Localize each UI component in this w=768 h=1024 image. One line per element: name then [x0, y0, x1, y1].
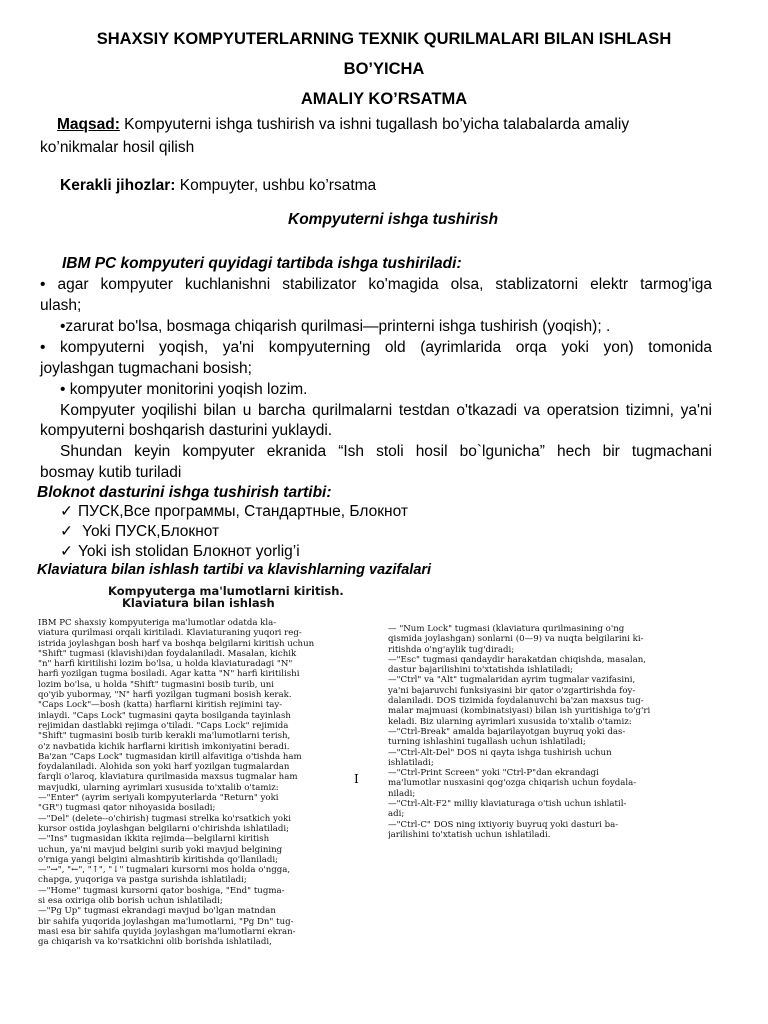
scan-right-line: dastur bajarilishini to'xtatishda ishlatiladi;	[388, 665, 574, 676]
scan-right-line: —"Ctrl" va "Alt" tugmalaridan ayrim tugmalar vazifasini,	[388, 675, 636, 686]
scan-left-line: —"Ins" tugmasidan ikkita rejimda—belgilarni kiritish	[38, 834, 270, 845]
purpose-text-2: ko’nikmalar hosil qilish	[40, 139, 195, 156]
equipment-text: Kompuyter, ushbu ko’rsatma	[175, 177, 377, 194]
scan-right-line: —"Ctrl-Print Screen" yoki "Ctrl-P"dan ekrandagi	[388, 768, 599, 779]
scan-right-column	[388, 624, 728, 840]
scan-left-line: si esa oxiriga olib borish uchun ishlatiladi;	[38, 896, 223, 907]
scan-divider-mark: I	[354, 772, 359, 786]
scan-left-line: "GR") tugmasi qator nihoyasida bosiladi;	[38, 803, 216, 814]
scan-right-line: adi;	[388, 809, 405, 820]
scan-left-line: o'z navbatida kichik harflarni kiritish imkoniyatini beradi.	[38, 741, 290, 752]
body-line-8: kompyuterni boshqarish dasturini yuklaydi.	[40, 422, 333, 439]
scan-right-line: —"Ctrl-Alt-F2" milliy klaviaturaga o'tish uchun ishlatil-	[388, 799, 627, 810]
scan-left-line: "n" harfi kiritilishi lozim bo'lsa, u holda klaviaturadagi "N"	[38, 659, 293, 670]
notepad-item-1	[60, 501, 408, 522]
scan-left-line: kursor ostida joylashgan belgilarni o'chirishda ishlatiladi;	[38, 823, 289, 834]
notepad-item-text: ПУСК,Все программы, Стандартные, Блокнот	[78, 503, 408, 520]
section-heading-startup: Kompyuterni ishga tushirish	[288, 211, 499, 228]
scan-left-line: masi esa bir sahifa quyida joylashgan ma'lumotlarni ekran-	[38, 926, 296, 937]
body-line-2: ulash;	[40, 297, 82, 314]
scan-left-line: lozim bo'lsa, u holda "Shift" tugmasini bosib turib, uni	[38, 679, 275, 690]
scan-right-line: —"Ctrl-Alt-Del" DOS ni qayta ishga tushirish uchun	[388, 747, 612, 758]
scan-left-line: —"→", "←", "↑", "↓" tugmalari kursorni mos holda o'ngga,	[38, 865, 291, 876]
scan-left-line: "Shift" tugmasini bosib turib kerakli ma'lumotlarni terish,	[38, 731, 291, 742]
scan-right-line: ishlatiladi;	[388, 757, 434, 768]
notepad-item-text: Yoki ish stolidan Блокнот yorlig’i	[78, 543, 300, 560]
scan-left-line: —"Del" (delete--o'chirish) tugmasi strelka ko'rsatkich yoki	[38, 813, 291, 824]
check-icon: ✓	[60, 503, 73, 520]
notepad-item-2	[60, 521, 219, 542]
notepad-heading: Bloknot dasturini ishga tushirish tartibi:	[37, 484, 332, 501]
purpose-text-1: Kompyuterni ishga tushirish va ishni tugallash bo’yicha talabalarda amaliy	[119, 116, 630, 133]
scanned-textbook-excerpt	[38, 584, 728, 948]
scan-left-line: viatura qurilmasi orqali kiritiladi. Klaviaturaning yuqori reg-	[38, 628, 302, 639]
scan-left-line: o'rniga yangi belgini almashtirib kiritishda qo'llaniladi;	[38, 854, 279, 865]
document-title-line3: AMALIY KO’RSATMA	[300, 90, 468, 108]
scan-left-line: "Caps Lock"—bosh (katta) harflarni kiritish rejimini tay-	[38, 700, 283, 711]
scan-left-line: farqli o'laroq, klaviatura qurilmasida maxsus tugmalar ham	[38, 772, 298, 783]
scan-right-line: jarilishini to'xtatish uchun ishlatiladi.	[388, 829, 551, 840]
scan-right-line: ma'lumotlar nusxasini qog'ozga chiqarish uchun foydala-	[388, 778, 637, 789]
scan-right-line: —"Ctrl-C" DOS ning ixtiyoriy buyruq yoki dasturi ba-	[388, 819, 619, 830]
equipment-label: Kerakli jihozlar:	[60, 177, 176, 194]
notepad-item-text: Yoki ПУСК,Блокнот	[78, 523, 220, 540]
body-line-3: •zarurat bo'lsa, bosmaga chiqarish qurilmasi—printerni ishga tushirish (yoqish); .	[60, 318, 611, 335]
purpose-label: Maqsad:	[57, 116, 120, 133]
scan-left-line: —"Pg Up" tugmasi ekrandagi mavjud bo'lgan matndan	[38, 906, 276, 917]
scan-left-line: —"Home" tugmasi kursorni qator boshiga, "End" tugma-	[38, 885, 285, 896]
scan-left-line: inlaydi. "Caps Lock" tugmasini qayta bosilganda tayinlash	[38, 710, 291, 721]
scan-left-line: Ba'zan "Caps Lock" tugmasidan kirill alfavitiga o'tishda ham	[38, 751, 302, 762]
scan-left-line: foydalaniladi. Alohida son yoki harf yozilgan tugmalardan	[38, 762, 290, 773]
scan-left-line: chapga, yuqoriga va pastga surishda ishlatiladi;	[38, 875, 247, 886]
scan-left-line: mavjudki, ularning ayrimlari xususida to'xtalib o'tamiz:	[38, 782, 279, 793]
section-subheading-ibm: IBM PC kompyuteri quyidagi tartibda ishga tushiriladi:	[62, 255, 462, 272]
body-line-6: • kompyuter monitorini yoqish lozim.	[60, 381, 308, 398]
scan-left-line: —"Enter" (ayrim seriyali kompyuterlarda "Return" yoki	[38, 793, 279, 804]
body-line-4: • kompyuterni yoqish, ya'ni kompyuterning old (ayrimlarida orqa yoki yon) tomonida	[40, 339, 712, 356]
scan-left-line: uchun, ya'ni mavjud belgini surib yoki mavjud belgining	[38, 844, 283, 855]
document-title-line1: SHAXSIY KOMPYUTERLARNING TEXNIK QURILMALARI BILAN ISHLASH	[96, 30, 672, 48]
scan-right-line: qismida joylashgan) sonlarni (0—9) va nuqta belgilarini ki-	[388, 634, 644, 645]
scan-left-line: harfi yozilgan tugma bosiladi. Agar katta "N" harfi kiritilishi	[38, 669, 300, 680]
scan-left-line: rejimidan dastlabki rejimga o'tiladi. "Caps Lock" rejimida	[38, 720, 289, 731]
scan-title-1: Kompyuterga ma'lumotlarni kiritish.	[108, 584, 344, 598]
scan-left-line: "Shift" tugmasi (klavishi)dan foydalaniladi. Masalan, kichik	[38, 648, 297, 659]
scan-right-line: niladi;	[388, 788, 416, 799]
scan-left-line: ga chiqarish va ko'rsatkichni olib borishda ishlatiladi,	[38, 937, 272, 948]
notepad-item-3	[60, 541, 300, 562]
scan-title-2: Klaviatura bilan ishlash	[122, 596, 275, 610]
check-icon: ✓	[60, 543, 73, 560]
scan-right-line: turning ishlashini tugallash uchun ishlatiladi;	[388, 737, 586, 748]
scan-right-line: dalaniladi. DOS tizimida foydalanuvchi ba'zan maxsus tug-	[388, 696, 644, 707]
scan-left-line: qo'yib yubormay, "N" harfi yozilgan tugmani bosish kerak.	[38, 690, 292, 701]
scan-right-line: ritishda o'ng'aylik tug'diradi;	[388, 644, 515, 655]
document-title-line2: BO’YICHA	[343, 60, 425, 78]
body-line-1: • agar kompyuter kuchlanishni stabilizator ko'magida olsa, stablizatorni elektr tarmog'iga	[40, 276, 712, 293]
scan-right-line: —"Esc" tugmasi qandaydir harakatdan chiqishda, masalan,	[388, 654, 646, 665]
scan-left-line: IBM PC shaxsiy kompyuteriga ma'lumotlar odatda kla-	[38, 618, 277, 628]
equipment-line	[60, 175, 376, 196]
scan-right-line: —"Ctrl-Break" amalda bajarilayotgan buyruq yoki das-	[388, 726, 626, 737]
scan-right-line: keladi. Biz ularning ayrimlari xususida to'xtalib o'tamiz:	[388, 716, 632, 727]
scan-right-line: malar majmuasi (kombinatsiyasi) bilan ish yuritishiga to'g'ri	[388, 706, 651, 717]
scan-left-line: istrida joylashgan bosh harf va boshqa belgilarni kiritish uchun	[38, 638, 315, 649]
body-line-7: Kompyuter yoqilishi bilan u barcha qurilmalarni testdan o'tkazadi va operatsion tizimni, ya'ni	[60, 402, 712, 419]
scan-left-column	[38, 618, 340, 948]
keyboard-heading: Klaviatura bilan ishlash tartibi va klavishlarning vazifalari	[37, 562, 432, 578]
body-line-10: bosmay kutib turiladi	[40, 464, 182, 481]
purpose-line1	[57, 114, 629, 135]
scan-left-line: bir sahifa yuqorida joylashgan ma'lumotlarni, "Pg Dn" tug-	[38, 916, 294, 927]
check-icon: ✓	[60, 523, 73, 540]
body-line-5: joylashgan tugmachani bosish;	[40, 360, 252, 377]
body-line-9: Shundan keyin kompyuter ekranida “Ish stoli hosil bo`lgunicha” hech bir tugmachani	[60, 443, 712, 460]
scan-right-line: — "Num Lock" tugmasi (klaviatura qurilmasining o'ng	[388, 624, 625, 634]
scan-right-line: ya'ni bajaruvchi funksiyasini bir qator o'zgartirishda foy-	[388, 685, 636, 696]
